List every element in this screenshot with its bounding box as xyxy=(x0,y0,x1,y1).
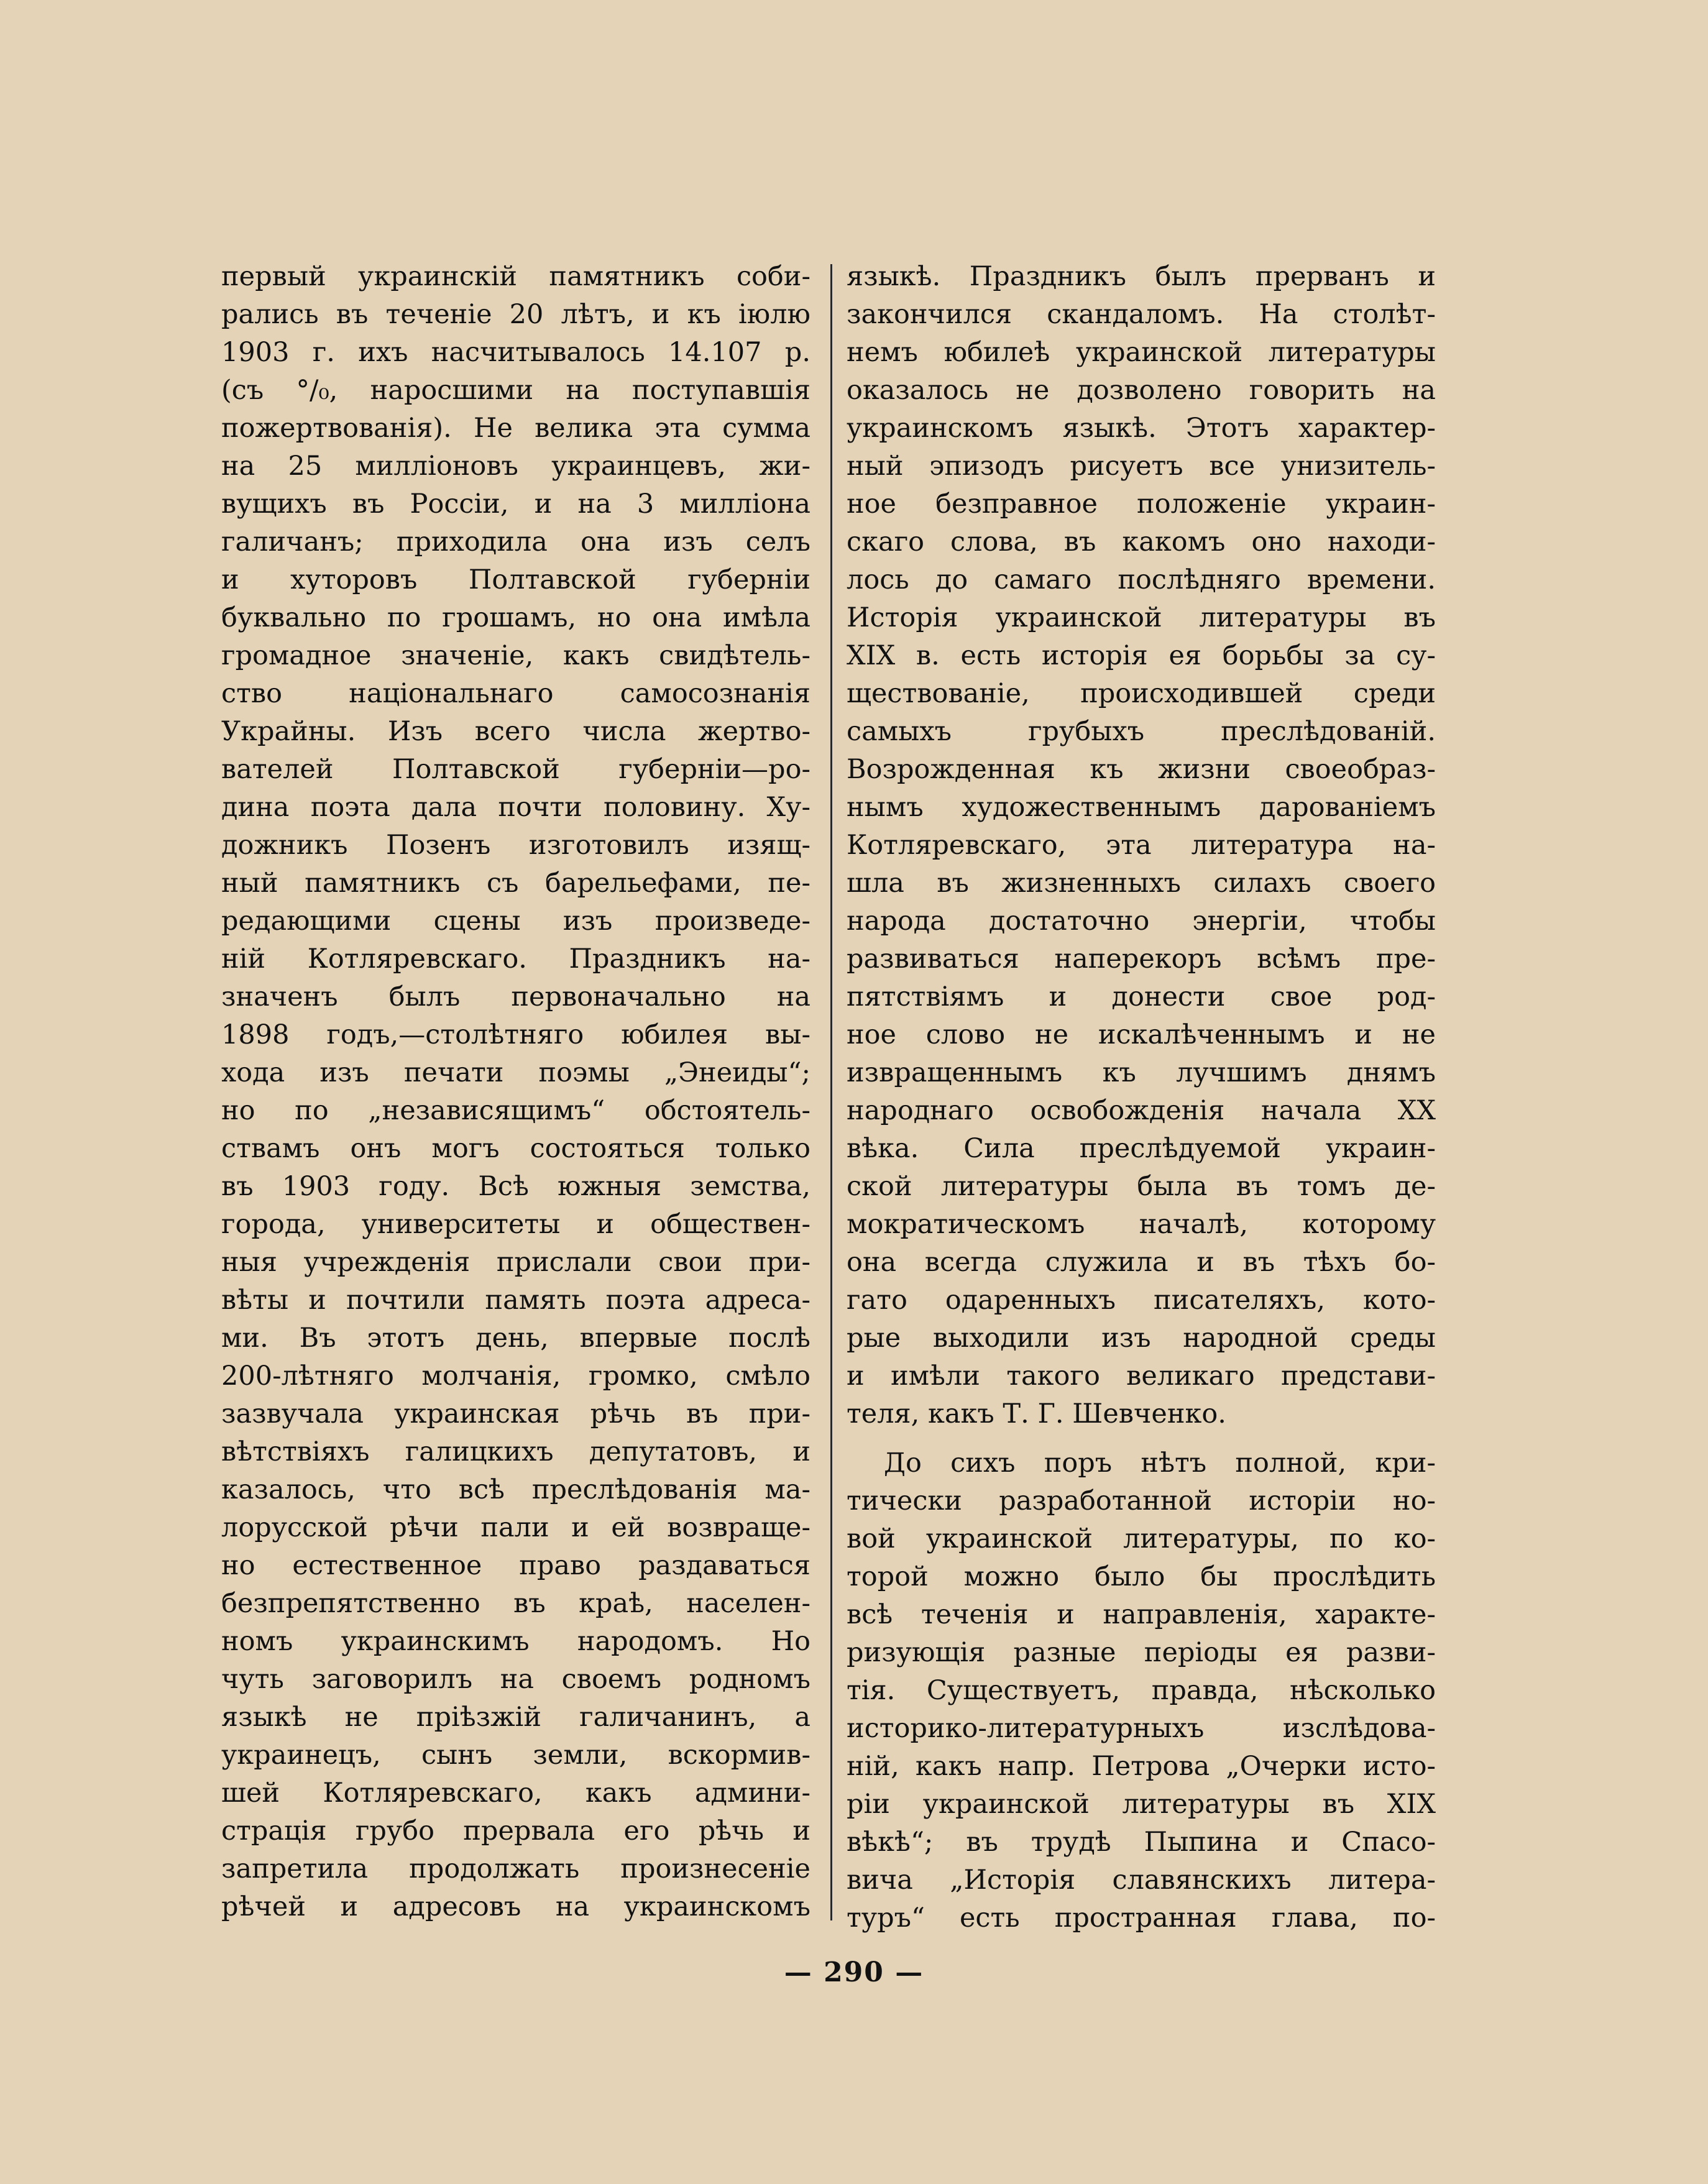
text-line: и имѣли такого великаго представи- xyxy=(847,1360,1436,1392)
text-line: народа достаточно энергіи, чтобы xyxy=(847,906,1436,937)
text-line: ный памятникъ съ барельефами, пе- xyxy=(221,868,810,899)
text-line: Возрожденная къ жизни своеобраз- xyxy=(847,754,1436,785)
text-line: въ 1903 году. Всѣ южныя земства, xyxy=(221,1171,810,1202)
text-line: ми. Въ этотъ день, впервые послѣ xyxy=(221,1323,810,1354)
text-line: вѣка. Сила преслѣдуемой украин- xyxy=(847,1133,1436,1164)
text-line: немъ юбилеѣ украинской литературы xyxy=(847,337,1436,368)
text-line: украинскомъ языкѣ. Этотъ характер- xyxy=(847,413,1436,444)
text-line: казалось, что всѣ преслѣдованія ма- xyxy=(221,1474,810,1505)
text-line: 1898 годъ,—столѣтняго юбилея вы- xyxy=(221,1019,810,1050)
text-line: шей Котляревскаго, какъ админи- xyxy=(221,1778,810,1809)
paragraph-gap xyxy=(847,1433,1436,1444)
text-line: страція грубо прервала его рѣчь и xyxy=(221,1815,810,1847)
text-line: вѣкѣ“; въ трудѣ Пыпина и Спасо- xyxy=(847,1827,1436,1858)
text-line: ризующія разные періоды ея разви- xyxy=(847,1637,1436,1668)
column-divider xyxy=(830,264,832,1920)
text-line: торой можно было бы прослѣдить xyxy=(847,1561,1436,1592)
text-line: тія. Существуетъ, правда, нѣсколько xyxy=(847,1675,1436,1706)
text-line: первый украинскій памятникъ соби- xyxy=(221,261,810,292)
text-line: она всегда служила и въ тѣхъ бо- xyxy=(847,1247,1436,1278)
text-line: рались въ теченіе 20 лѣтъ, и къ іюлю xyxy=(221,299,810,330)
text-line: на 25 милліоновъ украинцевъ, жи- xyxy=(221,451,810,482)
text-line: пятствіямъ и донести свое род- xyxy=(847,981,1436,1012)
text-line: ской литературы была въ томъ де- xyxy=(847,1171,1436,1202)
text-line: лось до самаго послѣдняго времени. xyxy=(847,564,1436,595)
text-line: ній, какъ напр. Петрова „Очерки исто- xyxy=(847,1751,1436,1782)
text-line: шла въ жизненныхъ силахъ своего xyxy=(847,868,1436,899)
text-line: номъ украинскимъ народомъ. Но xyxy=(221,1626,810,1657)
text-line: тически разработанной исторіи но- xyxy=(847,1485,1436,1516)
text-line: вѣтствіяхъ галицкихъ депутатовъ, и xyxy=(221,1436,810,1467)
text-line: оказалось не дозволено говорить на xyxy=(847,375,1436,406)
text-line: мократическомъ началѣ, которому xyxy=(847,1209,1436,1240)
text-line: 200-лѣтняго молчанія, громко, смѣло xyxy=(221,1360,810,1392)
text-line: извращеннымъ къ лучшимъ днямъ xyxy=(847,1057,1436,1088)
text-line: галичанъ; приходила она изъ селъ xyxy=(221,526,810,557)
text-line: рые выходили изъ народной среды xyxy=(847,1323,1436,1354)
text-line: ное безправное положеніе украин- xyxy=(847,489,1436,520)
text-line: пожертвованія). Не велика эта сумма xyxy=(221,413,810,444)
text-line: вателей Полтавской губерніи—ро- xyxy=(221,754,810,785)
text-line: ріи украинской литературы въ XIX xyxy=(847,1789,1436,1820)
right-column xyxy=(847,258,1436,1937)
text-line: историко-литературныхъ изслѣдова- xyxy=(847,1713,1436,1744)
text-line: громадное значеніе, какъ свидѣтель- xyxy=(221,640,810,671)
text-line: зазвучала украинская рѣчь въ при- xyxy=(221,1398,810,1429)
text-line: развиваться наперекоръ всѣмъ пре- xyxy=(847,943,1436,975)
text-line: буквально по грошамъ, но она имѣла xyxy=(221,602,810,633)
text-line: гато одаренныхъ писателяхъ, кото- xyxy=(847,1285,1436,1316)
text-line: но по „независящимъ“ обстоятель- xyxy=(221,1095,810,1126)
text-line: ныя учрежденія прислали свои при- xyxy=(221,1247,810,1278)
text-line: языкѣ не пріѣзжій галичанинъ, а xyxy=(221,1702,810,1733)
text-line: вича „Исторія славянскихъ литера- xyxy=(847,1865,1436,1896)
text-line: города, университеты и обществен- xyxy=(221,1209,810,1240)
text-line: ствамъ онъ могъ состояться только xyxy=(221,1133,810,1164)
left-column xyxy=(221,258,810,1926)
text-line: Исторія украинской литературы въ xyxy=(847,602,1436,633)
text-line: Котляревскаго, эта литература на- xyxy=(847,830,1436,861)
text-line: запретила продолжать произнесеніе xyxy=(221,1853,810,1884)
text-line: украинецъ, сынъ земли, вскормив- xyxy=(221,1740,810,1771)
text-line: лорусской рѣчи пали и ей возвраще- xyxy=(221,1512,810,1543)
text-line: туръ“ есть пространная глава, по- xyxy=(847,1902,1436,1934)
text-line: рѣчей и адресовъ на украинскомъ xyxy=(221,1891,810,1922)
text-line: закончился скандаломъ. На столѣт- xyxy=(847,299,1436,330)
text-line: самыхъ грубыхъ преслѣдованій. xyxy=(847,716,1436,747)
text-line: значенъ былъ первоначально на xyxy=(221,981,810,1012)
text-line: но естественное право раздаваться xyxy=(221,1550,810,1581)
text-line: хода изъ печати поэмы „Энеиды“; xyxy=(221,1057,810,1088)
text-line: безпрепятственно въ краѣ, населен- xyxy=(221,1588,810,1619)
text-line: 1903 г. ихъ насчитывалось 14.107 р. xyxy=(221,337,810,368)
text-line: теля, какъ Т. Г. Шевченко. xyxy=(847,1398,1226,1429)
text-line: чуть заговорилъ на своемъ родномъ xyxy=(221,1664,810,1695)
page-number: — 290 — xyxy=(784,1957,924,1988)
text-line: вущихъ въ Россіи, и на 3 милліона xyxy=(221,489,810,520)
text-line: Украйны. Изъ всего числа жертво- xyxy=(221,716,810,747)
text-line: ній Котляревскаго. Праздникъ на- xyxy=(221,943,810,975)
text-line: всѣ теченія и направленія, характе- xyxy=(847,1599,1436,1630)
text-line: дина поэта дала почти половину. Ху- xyxy=(221,792,810,823)
text-line: вой украинской литературы, по ко- xyxy=(847,1523,1436,1554)
text-line: ство національнаго самосознанія xyxy=(221,678,810,709)
text-line: языкѣ. Праздникъ былъ прерванъ и xyxy=(847,261,1436,292)
text-line: редающими сцены изъ произведе- xyxy=(221,906,810,937)
text-line: нымъ художественнымъ дарованіемъ xyxy=(847,792,1436,823)
text-line: ный эпизодъ рисуетъ все унизитель- xyxy=(847,451,1436,482)
text-line: XIX в. есть исторія ея борьбы за су- xyxy=(847,640,1436,671)
text-line: и хуторовъ Полтавской губерніи xyxy=(221,564,810,595)
text-line: (съ °/₀, наросшими на поступавшія xyxy=(221,375,810,406)
text-line: дожникъ Позенъ изготовилъ изящ- xyxy=(221,830,810,861)
text-line: ществованіе, происходившей среди xyxy=(847,678,1436,709)
text-line: До сихъ поръ нѣтъ полной, кри- xyxy=(884,1448,1436,1479)
text-line: ное слово не искалѣченнымъ и не xyxy=(847,1019,1436,1050)
text-line: народнаго освобожденія начала XX xyxy=(847,1095,1436,1126)
text-line: скаго слова, въ какомъ оно находи- xyxy=(847,526,1436,557)
text-line: вѣты и почтили память поэта адреса- xyxy=(221,1285,810,1316)
